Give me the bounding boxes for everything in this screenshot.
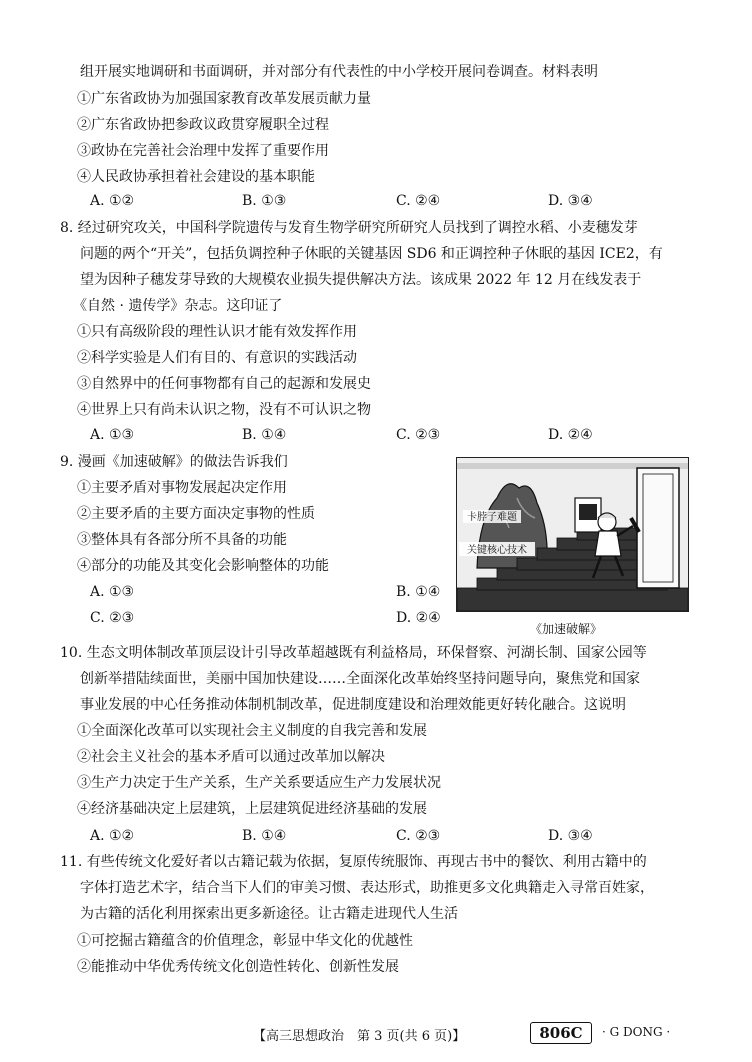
q7-stem-tail: 组开展实地调研和书面调研，并对部分有代表性的中小学校开展问卷调查。材料表明 (80, 64, 598, 80)
q8-stem-line-2: 问题的两个“开关”，包括负调控种子休眠的关键基因 SD6 和正调控种子休眠的基因 ICE2，有 (80, 246, 663, 262)
q8-option-c: C. ②③ (396, 427, 441, 443)
q7-option-a: A. ①② (90, 193, 135, 209)
stairs-label: 关键核心技术 (467, 545, 527, 556)
q10-stem-line-3: 事业发展的中心任务推动体制机制改革，促进制度建设和治理效能更好转化融合。这说明 (80, 697, 626, 713)
q11-stem-line-1: 11. 有些传统文化爱好者以古籍记载为依据，复原传统服饰、再现古书中的餐饮、利用古籍中的 (60, 854, 647, 870)
q10-statement-4: ④经济基础决定上层建筑，上层建筑促进经济基础的发展 (77, 801, 427, 817)
q8-option-b: B. ①④ (242, 427, 287, 443)
q7-statement-1: ①广东省政协为加强国家教育改革发展贡献力量 (77, 91, 371, 107)
q9-option-c: C. ②③ (90, 610, 135, 626)
q11-stem-line-3: 为古籍的活化利用探索出更多新途径。让古籍走进现代人生活 (80, 906, 458, 922)
q10-statement-2: ②社会主义社会的基本矛盾可以通过改革加以解决 (77, 749, 385, 765)
q8-statement-3: ③自然界中的任何事物都有自己的起源和发展史 (77, 376, 371, 392)
q7-options (90, 192, 730, 210)
exam-code-badge: 806C (530, 1022, 592, 1044)
q11-stem-line-2: 字体打造艺术字，结合当下人们的审美习惯、表达形式，助推更多文化典籍走入寻常百姓家， (80, 880, 654, 896)
q10-stem-line-1: 10. 生态文明体制改革顶层设计引导改革超越既有利益格局，环保督察、河湖长制、国家公园等 (60, 645, 647, 661)
q7-statement-3: ③政协在完善社会治理中发挥了重要作用 (77, 143, 329, 159)
q7-option-c: C. ②④ (396, 193, 441, 209)
mountain-label: 卡脖子难题 (467, 512, 517, 523)
q10-option-a: A. ①② (90, 828, 135, 844)
cartoon-illustration (456, 457, 689, 612)
q9-option-d: D. ②④ (396, 610, 441, 626)
q8-option-a: A. ①③ (90, 427, 135, 443)
q7-option-b: B. ①③ (242, 193, 287, 209)
q8-stem-line-1: 8. 经过研究攻关，中国科学院遗传与发育生物学研究所研究人员找到了调控水稻、小麦穗发芽 (60, 220, 638, 236)
q8-statement-4: ④世界上只有尚未认识之物，没有不可认识之物 (77, 402, 371, 418)
q9-statement-3: ③整体具有各部分所不具备的功能 (77, 532, 287, 548)
q9-statement-2: ②主要矛盾的主要方面决定事物的性质 (77, 506, 315, 522)
footer-region: · G DONG · (602, 1025, 671, 1039)
q7-statement-2: ②广东省政协把参政议政贯穿履职全过程 (77, 117, 329, 133)
q11-statement-1: ①可挖掘古籍蕴含的价值理念，彰显中华文化的优越性 (77, 933, 413, 949)
q10-statement-3: ③生产力决定于生产关系，生产关系要适应生产力发展状况 (77, 775, 441, 791)
tool-box-screen (579, 504, 597, 520)
q10-option-d: D. ③④ (548, 828, 593, 844)
page-footer (0, 1022, 752, 1046)
q10-options (90, 827, 730, 845)
q9-statement-4: ④部分的功能及其变化会影响整体的功能 (77, 558, 329, 574)
q10-statement-1: ①全面深化改革可以实现社会主义制度的自我完善和发展 (77, 723, 427, 739)
q10-option-b: B. ①④ (242, 828, 287, 844)
q10-option-c: C. ②③ (396, 828, 441, 844)
q8-options (90, 426, 730, 444)
q10-stem-line-2: 创新举措陆续面世，美丽中国加快建设……全面深化改革始终坚持问题导向，聚焦党和国家 (80, 671, 640, 687)
q8-statement-2: ②科学实验是人们有目的、有意识的实践活动 (77, 350, 357, 366)
q9-statement-1: ①主要矛盾对事物发展起决定作用 (77, 480, 287, 496)
q9-stem: 9. 漫画《加速破解》的做法告诉我们 (60, 454, 288, 470)
q11-statement-2: ②能推动中华优秀传统文化创造性转化、创新性发展 (77, 959, 399, 975)
q8-option-d: D. ②④ (548, 427, 593, 443)
footer-subject-page: 【高三思想政治 第 3 页(共 6 页)】 (253, 1029, 466, 1044)
q7-statement-4: ④人民政协承担着社会建设的基本职能 (77, 169, 315, 185)
q8-statement-1: ①只有高级阶段的理性认识才能有效发挥作用 (77, 324, 357, 340)
q8-stem-line-4: 《自然 · 遗传学》杂志。这印证了 (73, 298, 283, 314)
q9-option-a: A. ①③ (90, 584, 135, 600)
q9-option-b: B. ①④ (396, 584, 441, 600)
q8-stem-line-3: 望为因种子穗发芽导致的大规模农业损失提供解决方法。该成果 2022 年 12 月在线发表于 (80, 272, 642, 288)
cartoon-caption: 《加速破解》 (530, 622, 603, 636)
q7-option-d: D. ③④ (548, 193, 593, 209)
cartoon-drawing (457, 458, 688, 611)
